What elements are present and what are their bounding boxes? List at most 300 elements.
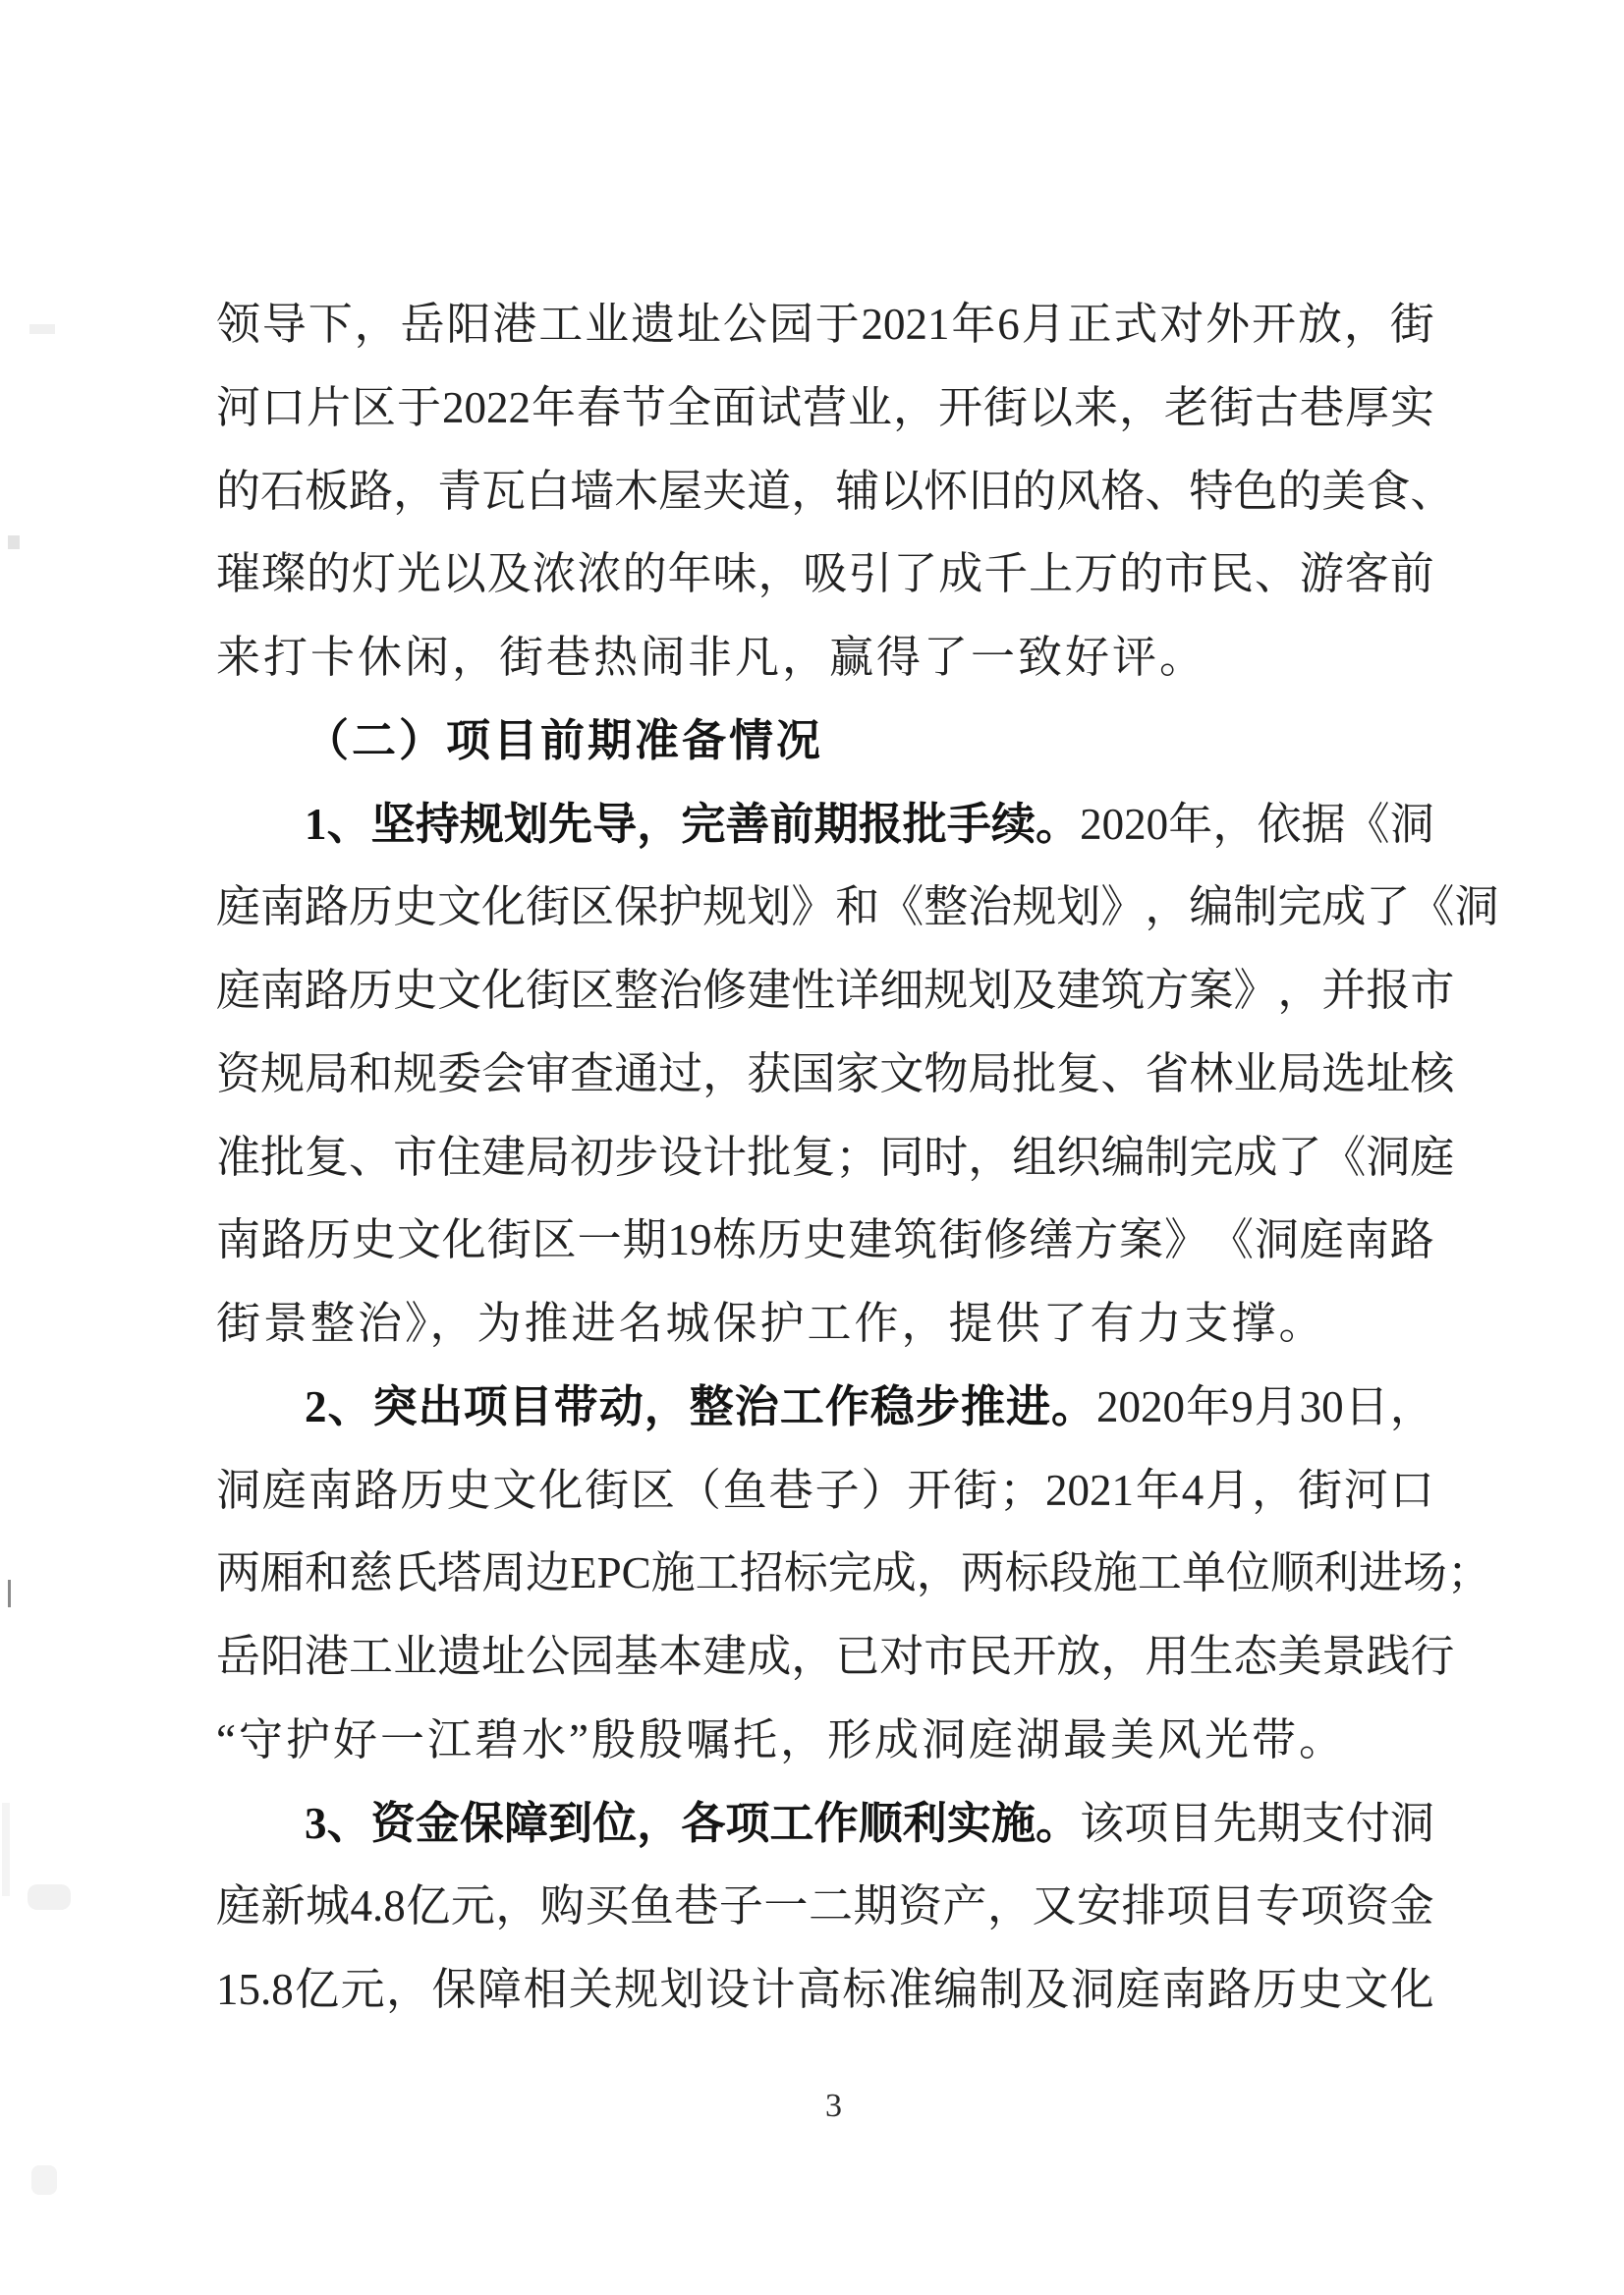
body-text: 月 — [1021, 300, 1066, 349]
body-text: ） — [861, 1465, 906, 1515]
body-text: 建 — [481, 1132, 527, 1182]
body-text: 游 — [1299, 549, 1344, 599]
body-text: 南 — [260, 882, 306, 932]
body-text: 口 — [261, 382, 307, 432]
body-text: 春 — [576, 382, 621, 432]
bold-text: 续 — [990, 799, 1036, 849]
body-text: 路 — [260, 1215, 306, 1265]
bold-text: 资 — [370, 1798, 416, 1848]
body-text: 设 — [705, 1965, 751, 2014]
body-text: 的 — [1277, 466, 1322, 516]
bold-text: 划 — [503, 799, 548, 849]
body-text: ； — [835, 1132, 880, 1182]
body-text: 步 — [614, 1132, 659, 1182]
text-line — [216, 949, 1455, 1033]
body-text: 亿 — [295, 1965, 340, 2014]
body-text: 庭 — [261, 1465, 307, 1515]
body-text: 放 — [1056, 1632, 1101, 1681]
body-text: 织 — [1056, 1132, 1101, 1182]
body-text: 段 — [1048, 1548, 1093, 1598]
bold-text: 。 — [1036, 1798, 1081, 1848]
body-text: 规 — [393, 1048, 438, 1098]
body-text: 生 — [1189, 1632, 1234, 1681]
body-text: 化 — [441, 1215, 486, 1265]
body-text: 工 — [1137, 1548, 1182, 1598]
body-text: 港 — [492, 300, 537, 349]
bold-text: 、 — [326, 1798, 371, 1848]
body-text: 庭 — [1116, 1965, 1161, 2014]
body-text: 旧 — [968, 466, 1013, 516]
body-text: 化 — [538, 1465, 584, 1515]
body-text: 该 — [1080, 1798, 1125, 1848]
scan-artifact — [2, 1803, 10, 1896]
body-text: 来 — [1073, 382, 1118, 432]
bold-text: 治 — [734, 1381, 779, 1431]
body-text: 古 — [1254, 382, 1299, 432]
text-line — [216, 283, 1434, 366]
bold-text: 3 — [305, 1798, 327, 1848]
body-text: 街 — [1208, 382, 1254, 432]
body-text: 9 — [1231, 1381, 1254, 1431]
body-text: 边 — [526, 1548, 571, 1598]
body-text: 色 — [1233, 466, 1278, 516]
body-text: 及 — [486, 549, 532, 599]
text-line — [216, 1199, 1434, 1282]
body-text: ， — [1389, 1381, 1434, 1431]
body-text: 区 — [570, 966, 615, 1015]
body-text: 制 — [1233, 882, 1278, 932]
body-text: 顺 — [1269, 1548, 1315, 1598]
body-text: 划 — [659, 1965, 704, 2014]
bold-text: 金 — [415, 1798, 460, 1848]
body-text: 洞 — [1389, 1798, 1434, 1848]
body-text: 史 — [351, 1215, 396, 1265]
body-text: 民 — [968, 1632, 1013, 1681]
body-text: 并 — [1321, 966, 1367, 1015]
body-text: 及 — [1012, 966, 1057, 1015]
body-text: 工 — [349, 1632, 394, 1681]
body-text: 史 — [1298, 1965, 1343, 2014]
body-text: 一 — [577, 1215, 622, 1265]
body-text: 买 — [585, 1881, 630, 1931]
body-text: 基 — [614, 1632, 659, 1681]
bold-text: （二）项目前期准备情况 — [305, 715, 824, 765]
body-text: ， — [1212, 799, 1258, 849]
text-line — [216, 1699, 1434, 1782]
body-text: 味 — [712, 549, 757, 599]
text-line — [216, 1615, 1455, 1699]
body-text: 国 — [791, 1048, 836, 1098]
body-text: 修 — [983, 1215, 1029, 1265]
body-text: 支 — [1301, 1798, 1346, 1848]
body-text: 开 — [1252, 300, 1297, 349]
text-line — [216, 866, 1499, 949]
body-text: 遗 — [437, 1632, 482, 1681]
bold-text: 1 — [305, 799, 327, 849]
body-text: 食 — [1366, 466, 1411, 516]
body-text: 据 — [1301, 799, 1346, 849]
bold-text: 工 — [779, 1381, 824, 1431]
body-text: 住 — [437, 1132, 482, 1182]
bold-text: 。 — [1036, 799, 1081, 849]
body-text: 购 — [539, 1881, 585, 1931]
body-text: 15.8 — [216, 1965, 294, 2014]
body-text: 施 — [1092, 1548, 1138, 1598]
body-text: 栋 — [712, 1215, 757, 1265]
body-text: 障 — [476, 1965, 522, 2014]
body-text: 工 — [538, 300, 584, 349]
body-text: ， — [495, 1881, 540, 1931]
body-text: 案 — [1189, 966, 1234, 1015]
body-text: 成 — [871, 1548, 917, 1598]
bold-text: 规 — [459, 799, 504, 849]
body-text: 市 — [1410, 966, 1455, 1015]
body-text: 巷 — [1299, 382, 1344, 432]
body-text: 建 — [1056, 966, 1101, 1015]
body-text: ， — [987, 1881, 1033, 1931]
body-text: 和 — [305, 1548, 350, 1598]
page-number: 3 — [825, 2088, 842, 2124]
bold-text: 利 — [902, 1798, 947, 1848]
body-text: 元 — [340, 1965, 385, 2014]
body-text: 于 — [814, 300, 860, 349]
body-text: 周 — [481, 1548, 527, 1598]
body-text: 街 — [953, 1465, 998, 1515]
text-line — [216, 1948, 1434, 2032]
body-text: 初 — [570, 1132, 615, 1182]
text-line — [216, 1366, 1434, 1449]
body-text: 标 — [842, 1965, 887, 2014]
body-text: 业 — [1233, 1048, 1278, 1098]
body-text: 本 — [658, 1632, 703, 1681]
body-text: 公 — [722, 300, 767, 349]
bold-text: 动 — [598, 1381, 644, 1431]
body-text: 详 — [835, 966, 880, 1015]
body-text: 风 — [1056, 466, 1101, 516]
body-text: 4 — [1181, 1465, 1204, 1515]
body-text: 美 — [1277, 1632, 1322, 1681]
body-text: 编 — [1189, 882, 1234, 932]
bold-text: 项 — [725, 1798, 770, 1848]
body-text: 查 — [570, 1048, 615, 1098]
bold-text: 期 — [813, 799, 859, 849]
body-text: 区 — [532, 1215, 577, 1265]
body-text: 文 — [492, 1465, 537, 1515]
body-text: 瓦 — [481, 466, 527, 516]
bold-text: 善 — [725, 799, 770, 849]
body-text: 港 — [305, 1632, 350, 1681]
body-text: 单 — [1181, 1548, 1226, 1598]
body-text: 选 — [1321, 1048, 1367, 1098]
bold-text: 、 — [327, 1381, 372, 1431]
body-text: 子 — [814, 1465, 860, 1515]
body-text: 项 — [1124, 1798, 1169, 1848]
body-text: 成 — [1233, 1132, 1278, 1182]
body-text: 南 — [1344, 1215, 1389, 1265]
body-text: 区 — [631, 1465, 676, 1515]
body-text: 成 — [747, 1632, 792, 1681]
body-text: 洞 — [1366, 1132, 1411, 1182]
body-text: 复 — [791, 1132, 836, 1182]
body-text: 街 — [1297, 1465, 1342, 1515]
body-text: 以 — [1028, 382, 1073, 432]
body-text: 规 — [1012, 882, 1057, 932]
body-text: 遗 — [631, 300, 676, 349]
bold-text: 2 — [305, 1381, 327, 1431]
body-text: 的 — [1119, 549, 1164, 599]
body-text: 化 — [481, 882, 527, 932]
body-text: 对 — [1159, 300, 1204, 349]
body-text: 2020 — [1096, 1381, 1186, 1431]
bold-text: 施 — [990, 1798, 1036, 1848]
body-text: 规 — [702, 882, 748, 932]
body-text: 成 — [938, 549, 983, 599]
body-text: 景 — [1321, 1632, 1367, 1681]
body-text: 来打卡休闲，街巷热闹非凡，赢得了一致好评。 — [216, 633, 1207, 682]
body-text: 完 — [1277, 882, 1322, 932]
body-text: 相 — [523, 1965, 568, 2014]
body-text: 准 — [887, 1965, 932, 2014]
body-text: 岳 — [400, 300, 445, 349]
text-line — [216, 700, 1434, 783]
body-text: 对 — [879, 1632, 924, 1681]
body-text: 历 — [1253, 1965, 1298, 2014]
body-text: 开 — [907, 1465, 952, 1515]
body-text: 以 — [879, 466, 924, 516]
body-text: 历 — [349, 882, 394, 932]
body-text: 洞 — [1254, 1215, 1299, 1265]
body-text: 、 — [1145, 466, 1190, 516]
body-text: 石 — [260, 466, 306, 516]
body-text: 项 — [1166, 1881, 1211, 1931]
body-text: 》 — [791, 882, 836, 932]
body-text: 上 — [1029, 549, 1074, 599]
body-text: 两 — [960, 1548, 1005, 1598]
text-line — [216, 616, 1434, 700]
body-text: 高 — [796, 1965, 841, 2014]
text-line — [216, 1782, 1434, 1866]
body-text: 态 — [1233, 1632, 1278, 1681]
body-text: 史 — [803, 1215, 848, 1265]
body-text: 的 — [622, 549, 667, 599]
body-text: 夹 — [702, 466, 748, 516]
body-text: 街景整治》，为推进名城保护工作，提供了有力支撑。 — [216, 1299, 1326, 1348]
body-text: 路 — [305, 882, 350, 932]
body-text: 面 — [711, 382, 756, 432]
body-text: 》 — [1233, 966, 1278, 1015]
body-text: ， — [916, 1548, 961, 1598]
body-text: 保 — [614, 882, 659, 932]
body-text: 化 — [481, 966, 527, 1015]
body-text: 期 — [853, 1881, 898, 1931]
body-text: 年 — [531, 382, 576, 432]
body-text: 缮 — [1029, 1215, 1074, 1265]
body-text: 前 — [1389, 549, 1434, 599]
body-text: 日 — [1344, 1381, 1389, 1431]
body-text: 计 — [702, 1132, 748, 1182]
text-line — [216, 1033, 1455, 1116]
body-text: 成 — [1321, 882, 1367, 932]
body-text: ， — [1100, 1632, 1146, 1681]
body-text: 局 — [968, 1048, 1013, 1098]
bold-text: 手 — [946, 799, 991, 849]
body-text: ， — [892, 382, 937, 432]
bold-text: 障 — [503, 1798, 548, 1848]
body-text: 领 — [216, 300, 261, 349]
body-text: 园 — [768, 300, 813, 349]
body-text: ， — [1277, 966, 1322, 1015]
body-text: 期 — [1257, 1798, 1302, 1848]
body-text: （ — [676, 1465, 721, 1515]
text-line — [216, 450, 1455, 533]
bold-text: 进 — [1005, 1381, 1050, 1431]
body-text: 洞 — [1454, 882, 1499, 932]
scan-artifact — [8, 1580, 11, 1607]
body-text: ， — [968, 1132, 1013, 1182]
body-text: 史 — [446, 1465, 491, 1515]
body-text: 历 — [306, 1215, 351, 1265]
bold-text: 突 — [372, 1381, 418, 1431]
body-text: 场 — [1402, 1548, 1447, 1598]
body-text: 业 — [393, 1632, 438, 1681]
bold-text: 实 — [946, 1798, 991, 1848]
body-text: 已 — [835, 1632, 880, 1681]
body-text: 护 — [658, 882, 703, 932]
body-text: 专 — [1256, 1881, 1301, 1931]
body-text: 获 — [747, 1048, 792, 1098]
body-text: 引 — [848, 549, 893, 599]
body-text: 、 — [1410, 466, 1455, 516]
body-text: 行 — [1410, 1632, 1455, 1681]
bold-text: ， — [637, 799, 682, 849]
bold-text: 。 — [1051, 1381, 1096, 1431]
body-text: 两 — [216, 1548, 261, 1598]
body-text: 年 — [1186, 1381, 1231, 1431]
body-text: 区 — [570, 882, 615, 932]
body-text: 《 — [1208, 1215, 1254, 1265]
body-text: 阳 — [260, 1632, 306, 1681]
body-text: 木 — [614, 466, 659, 516]
body-text: 庭 — [216, 882, 261, 932]
text-line — [216, 532, 1434, 616]
bold-text: 各 — [681, 1798, 726, 1848]
body-text: 局 — [1277, 1048, 1322, 1098]
bold-text: 顺 — [858, 1798, 903, 1848]
scan-artifact — [8, 535, 20, 549]
body-text: 街 — [526, 882, 571, 932]
body-text: 片 — [307, 382, 352, 432]
body-text: 标 — [1004, 1548, 1049, 1598]
body-text: 市 — [1164, 549, 1209, 599]
body-text: 口 — [1389, 1465, 1434, 1515]
body-text: 践 — [1366, 1632, 1411, 1681]
body-text: 灯 — [351, 549, 396, 599]
body-text: 路 — [1389, 1215, 1434, 1265]
body-text: 开 — [937, 382, 982, 432]
body-text: 保 — [431, 1965, 476, 2014]
body-text: 文 — [396, 1215, 441, 1265]
text-line — [216, 1865, 1434, 1948]
body-text: 治 — [968, 882, 1013, 932]
body-text: 民 — [1208, 549, 1254, 599]
body-text: 性 — [791, 966, 836, 1015]
body-text: 业 — [585, 300, 630, 349]
body-text: 街 — [1389, 300, 1434, 349]
body-text: 美 — [1321, 466, 1367, 516]
body-text: 目 — [1210, 1881, 1256, 1931]
body-text: 资 — [216, 1048, 261, 1098]
body-text: 《 — [1345, 799, 1390, 849]
body-text: 局 — [305, 1048, 350, 1098]
body-text: 同 — [879, 1132, 924, 1182]
body-text: 公 — [526, 1632, 571, 1681]
body-text: 修 — [702, 966, 748, 1015]
bold-text: 步 — [915, 1381, 960, 1431]
body-text: 老 — [1163, 382, 1208, 432]
body-text: 洞 — [1070, 1965, 1115, 2014]
bold-text: 作 — [824, 1381, 869, 1431]
body-text: ， — [791, 466, 836, 516]
bold-text: 、 — [326, 799, 371, 849]
bold-text: 推 — [960, 1381, 1005, 1431]
body-text: 金 — [1389, 1881, 1434, 1931]
body-text: 划 — [968, 966, 1013, 1015]
bold-text: 完 — [681, 799, 726, 849]
text-line — [216, 366, 1434, 450]
body-text: 复 — [1056, 1048, 1101, 1098]
body-text: 时 — [924, 1132, 969, 1182]
body-text: 月 — [1205, 1465, 1251, 1515]
scan-artifact — [29, 324, 55, 334]
body-text: 年 — [1168, 799, 1213, 849]
body-text: 完 — [1189, 1132, 1234, 1182]
body-text: 及 — [1025, 1965, 1070, 2014]
body-text: 整 — [924, 882, 969, 932]
body-text: 吸 — [803, 549, 848, 599]
body-text: 年 — [1135, 1465, 1180, 1515]
body-text: 案 — [1119, 1215, 1164, 1265]
body-text: 址 — [481, 1632, 527, 1681]
body-text: 河 — [1343, 1465, 1388, 1515]
body-text: 道 — [747, 466, 792, 516]
body-text: 浓 — [532, 549, 577, 599]
body-text: 街 — [585, 1465, 630, 1515]
body-text: 正 — [1067, 300, 1112, 349]
body-text: 街 — [982, 382, 1028, 432]
body-text: 塔 — [437, 1548, 482, 1598]
bold-text: 批 — [902, 799, 947, 849]
body-text: 庭 — [216, 1881, 261, 1931]
body-text: 鱼 — [629, 1881, 674, 1931]
body-text: 建 — [747, 966, 792, 1015]
body-text: 文 — [1344, 1965, 1389, 2014]
body-text: 历 — [349, 966, 394, 1015]
bold-text: 导 — [592, 799, 638, 849]
body-text: 二 — [808, 1881, 853, 1931]
body-text: 城 — [306, 1881, 351, 1931]
text-line — [216, 1532, 1491, 1615]
body-text: 关 — [568, 1965, 613, 2014]
body-text: 4.8 — [350, 1881, 406, 1931]
body-text: 板 — [305, 466, 350, 516]
body-text: 址 — [1366, 1048, 1411, 1098]
body-text: 千 — [983, 549, 1029, 599]
body-text: 2022 — [442, 382, 531, 432]
bold-text: 作 — [813, 1798, 859, 1848]
bold-text: 出 — [418, 1381, 463, 1431]
body-text: 、 — [1254, 549, 1299, 599]
body-text: 了 — [1277, 1132, 1322, 1182]
